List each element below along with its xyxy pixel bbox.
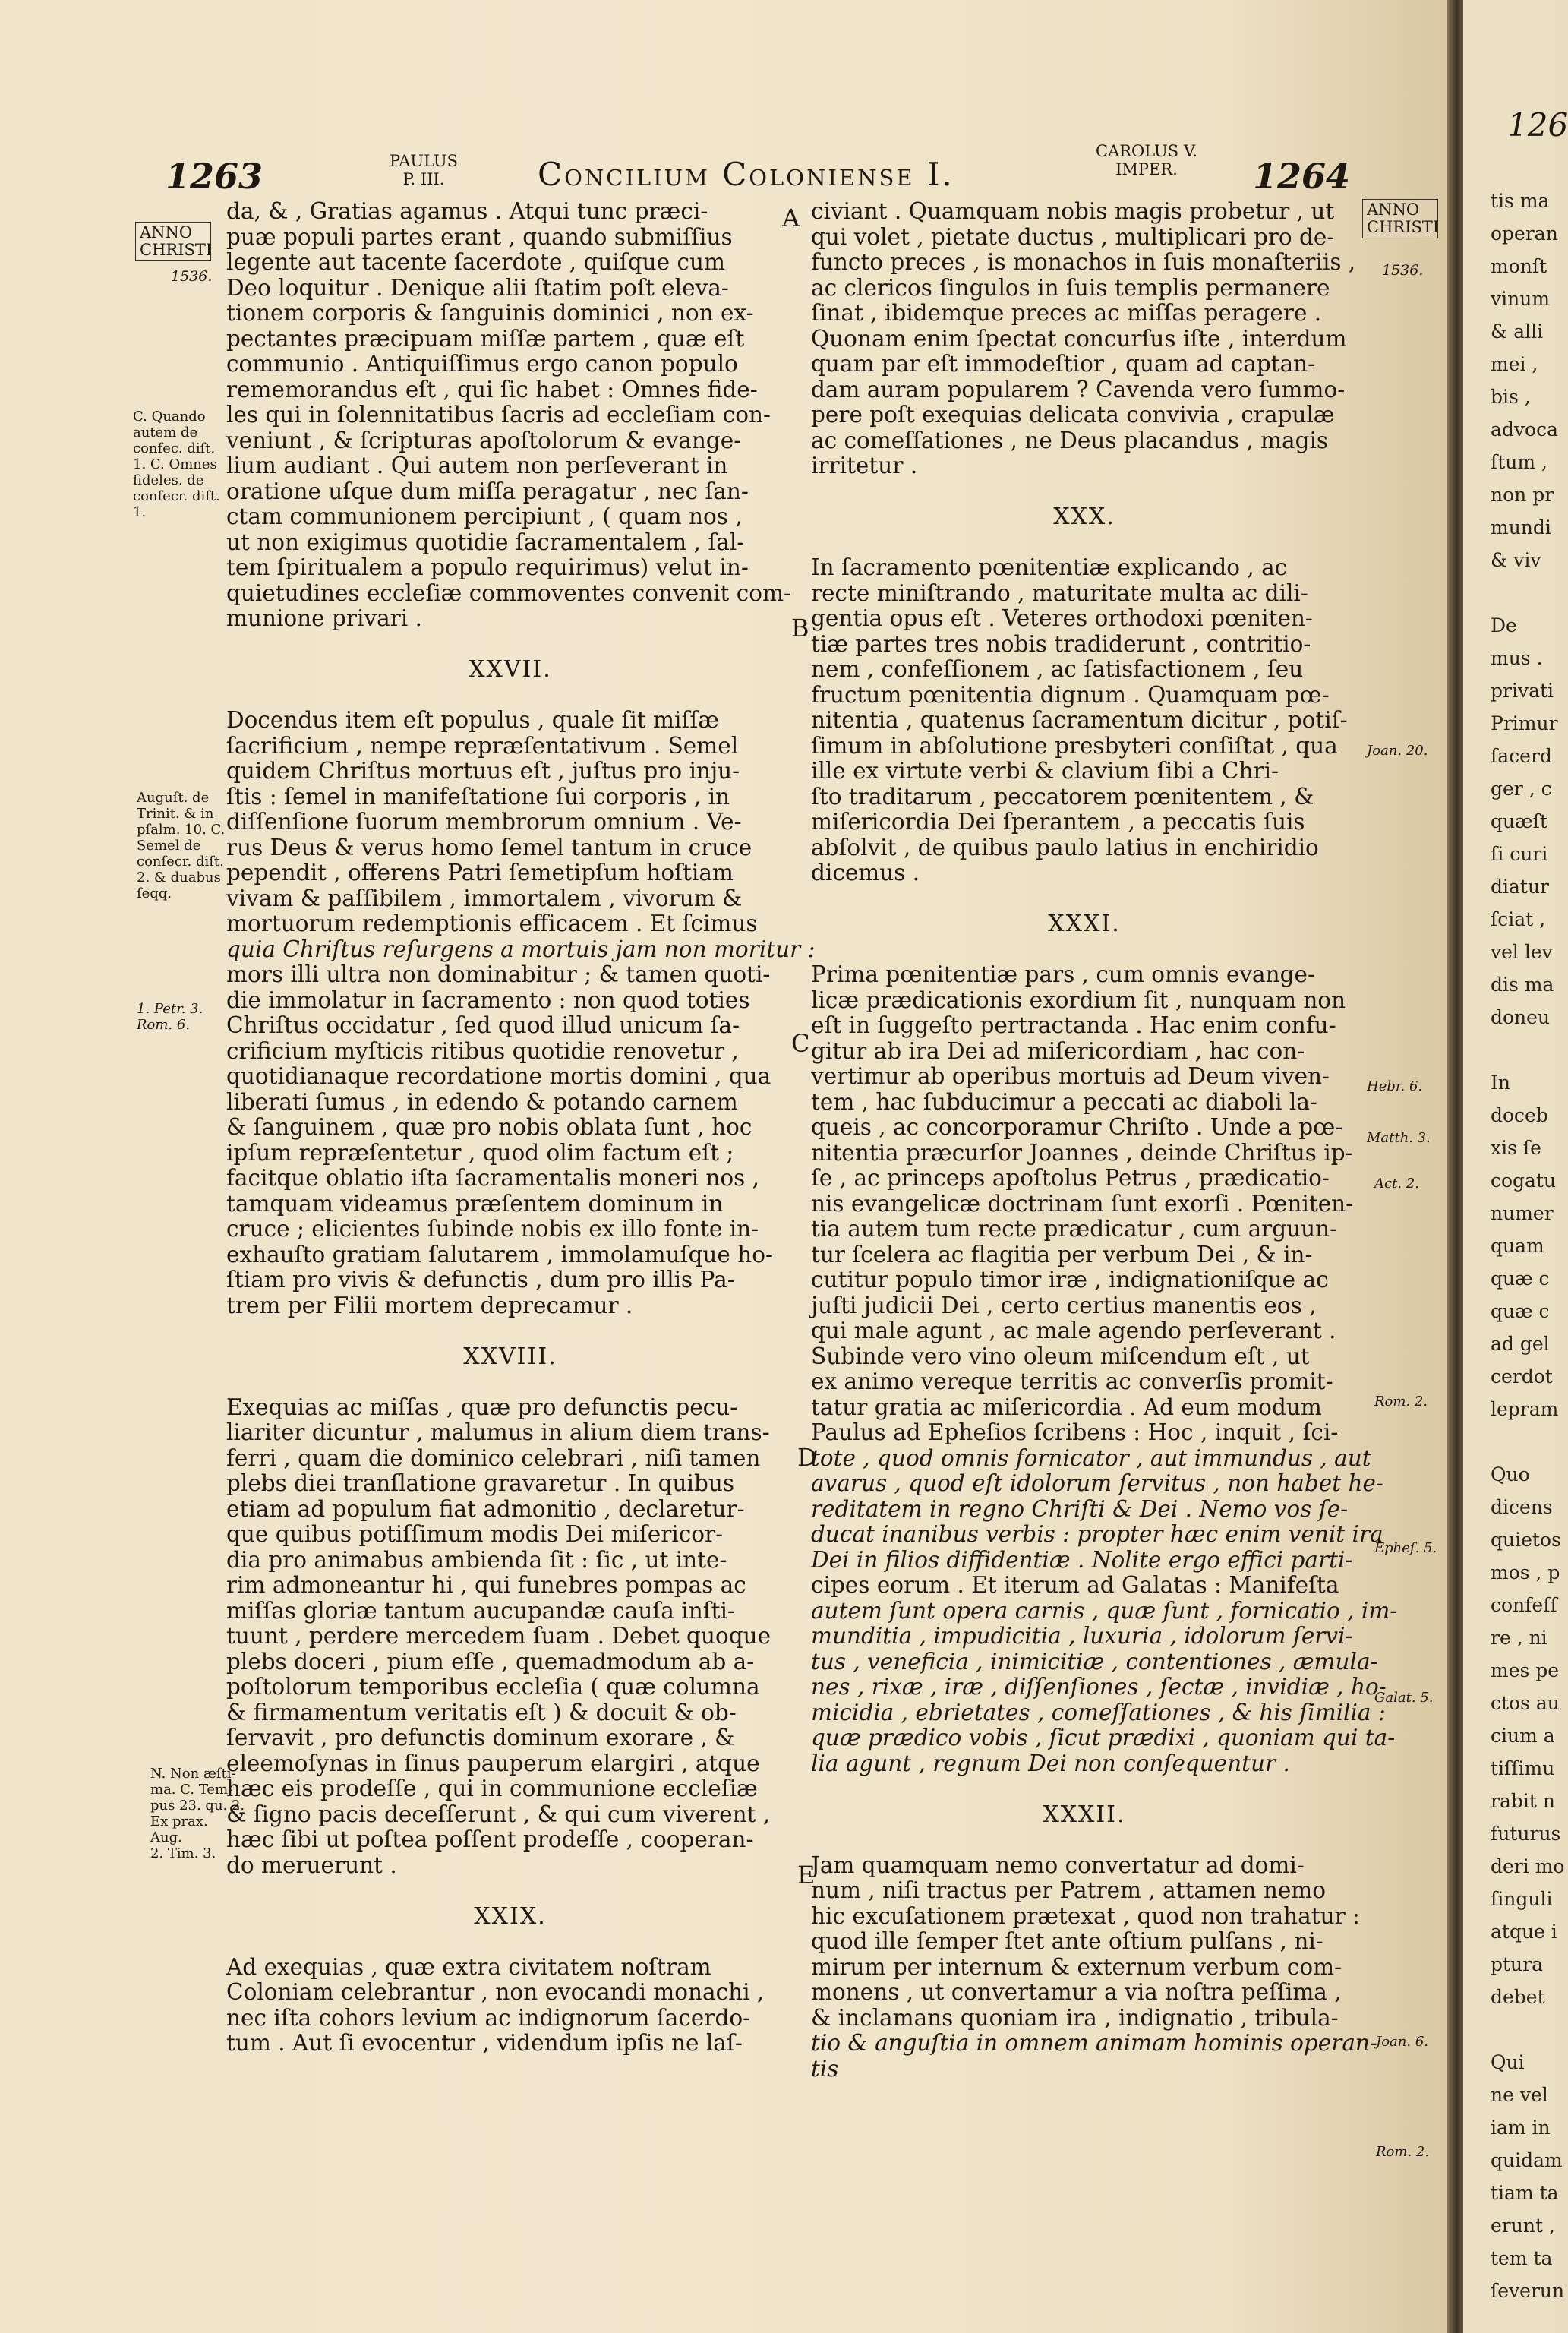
next-page-fragment: ne vel <box>1491 2084 1548 2106</box>
text-line: tuunt , perdere mercedem ſuam . Debet quoque <box>226 1623 771 1649</box>
text-line: nis evangelicæ doctrinam ſunt exorſi . Pœniten- <box>811 1190 1354 1217</box>
text-line: mortuorum redemptionis efficacem . Et ſcimus <box>226 911 758 936</box>
margin-line: Trinit. & in <box>137 806 214 822</box>
text-line: licæ prædicationis exordium ſit , nunquam non <box>811 987 1346 1013</box>
section-heading: XXX. <box>1053 504 1115 530</box>
margin-line: confec. diſt. <box>133 440 216 456</box>
text-line: irritetur . <box>811 453 918 478</box>
text-line: rim admoneantur hi , qui funebres pompas ac <box>226 1572 746 1598</box>
anno-label: ANNO <box>1367 200 1420 219</box>
text-line: mirum per internum & externum verbum com- <box>811 1953 1342 1980</box>
next-page-fragment: debet <box>1491 1986 1545 2008</box>
text-line: quia Chriſtus reſurgens a mortuis jam non moritur : <box>226 936 816 962</box>
text-line: oratione uſque dum miſſa peragatur , nec ſan- <box>226 478 749 504</box>
section-letter-c: C <box>791 1029 810 1058</box>
text-line: ſtis : ſemel in manifeſtatione ſui corporis , in <box>226 783 730 810</box>
text-line: Paulus ad Epheſios ſcribens : Hoc , inquit , ſci- <box>811 1419 1339 1445</box>
next-page-fragment: bis , <box>1491 386 1531 408</box>
running-head-pope <box>378 152 469 188</box>
text-line: Jam quamquam nemo convertatur ad domi- <box>811 1852 1305 1878</box>
next-page-fragment: re , ni <box>1491 1627 1547 1649</box>
next-page-fragment: lepram <box>1491 1398 1559 1420</box>
margin-note-matth-3: Matth. 3. <box>1367 1130 1431 1146</box>
margin-note-hebr-6: Hebr. 6. <box>1367 1078 1423 1094</box>
next-page-fragment: numer <box>1491 1202 1554 1224</box>
text-line: tiæ partes tres nobis tradiderunt , contritio- <box>811 630 1311 657</box>
text-line: tem , hac ſubducimur a peccati ac diaboli la- <box>811 1088 1317 1115</box>
page-number-right: 1264 <box>1253 156 1351 197</box>
margin-line: conſecr. diſt. <box>137 854 224 870</box>
text-line: & ſigno pacis deceſſerunt , & qui cum viverent , <box>226 1801 771 1827</box>
text-line: ſinat , ibidemque preces ac miſſas peragere . <box>811 300 1322 326</box>
next-page-fragment: cium a <box>1491 1725 1555 1747</box>
text-line: nem , confeſſionem , ac ſatisfactionem , ſeu <box>811 656 1304 682</box>
text-line: Ad exequias , quæ extra civitatem noſtram <box>226 1953 711 1980</box>
page-title: Concilium Coloniense I. <box>538 156 954 193</box>
next-page-fragment: In <box>1491 1072 1510 1094</box>
section-heading: XXVII. <box>469 656 552 683</box>
text-line: nitentia , quatenus ſacramentum dicitur , potiſ- <box>811 707 1348 733</box>
text-line: Quonam enim ſpectat concurſus iſte , interdum <box>811 325 1347 352</box>
running-head-emperor-name: CAROLUS V. <box>1096 142 1197 160</box>
next-page-fragment: atque i <box>1491 1921 1557 1943</box>
text-line: Exequias ac miſſas , quæ pro defunctis pecu- <box>226 1394 738 1420</box>
margin-note-act-2: Act. 2. <box>1374 1176 1419 1192</box>
text-line: tionem corporis & ſanguinis dominici , non ex- <box>226 300 754 326</box>
text-line: exhauſto gratiam ſalutarem , immolamuſque ho- <box>226 1241 773 1268</box>
next-page-fragment: vel lev <box>1491 941 1553 963</box>
text-line: & firmamentum veritatis eſt ) & docuit & ob- <box>226 1699 737 1725</box>
margin-line: pſalm. 10. C. <box>137 822 226 838</box>
anno-label: ANNO <box>140 223 193 242</box>
next-page-fragment: quæſt <box>1491 810 1547 832</box>
margin-note-rom-2: Rom. 2. <box>1374 1394 1428 1410</box>
section-heading: XXVIII. <box>463 1343 557 1370</box>
text-line: ac clericos ſingulos in ſuis templis permanere <box>811 274 1330 301</box>
text-line: ex animo vereque territis ac converſis promit- <box>811 1369 1333 1394</box>
text-line: queis , ac concorporamur Chriſto . Unde a pœ- <box>811 1114 1343 1140</box>
next-page-fragment: quidam <box>1491 2149 1563 2171</box>
text-line: tus , veneficia , inimicitiæ , contentiones , æmula- <box>811 1648 1378 1675</box>
text-line: liberati ſumus , in edendo & potando carnem <box>226 1088 738 1115</box>
text-line: vertimur ab operibus mortuis ad Deum viven- <box>811 1063 1330 1089</box>
text-line: quietudines eccleſiæ commoventes convenit com- <box>226 579 792 606</box>
text-line: hic excuſationem prætexat , quod non trahatur : <box>811 1902 1360 1929</box>
margin-line: ma. C. Tem- <box>150 1782 233 1798</box>
text-line: facitque oblatio iſta ſacramentalis moneri nos , <box>226 1165 760 1191</box>
text-line: hæc ſibi ut poſtea poſſent prodeſſe , cooperan- <box>226 1826 754 1852</box>
next-page-fragment: ptura <box>1491 1953 1544 1975</box>
text-line: gitur ab ira Dei ad miſericordiam , hac con- <box>811 1037 1305 1064</box>
text-line: tamquam videamus præſentem dominum in <box>226 1190 724 1217</box>
text-line: cutitur populo timor iræ , indignationiſque ac <box>811 1267 1329 1293</box>
next-page-fragment: futurus <box>1491 1823 1561 1845</box>
text-line: miſericordia Dei ſperantem , a peccatis ſuis <box>811 809 1305 835</box>
text-line: lia agunt , regnum Dei non conſequentur . <box>811 1750 1290 1776</box>
text-line: veniunt , & ſcripturas apoſtolorum & evange- <box>226 427 742 453</box>
next-page-fragment: ſi curi <box>1491 843 1548 865</box>
margin-note-canon-non <box>150 1766 245 1861</box>
text-line: quidem Chriſtus mortuus eſt , juſtus pro inju- <box>226 758 740 784</box>
margin-line: conſecr. diſt. <box>133 488 220 504</box>
text-line: pependit , offerens Patri ſemetipſum hoſtiam <box>226 860 734 886</box>
text-line: die immolatur in ſacramento : non quod toties <box>226 987 750 1013</box>
next-page-fragment: diatur <box>1491 876 1550 898</box>
running-head-emperor <box>1082 142 1211 178</box>
text-line: munione privari . <box>226 605 422 631</box>
text-line: ferri , quam die dominico celebrari , niſi tamen <box>226 1444 761 1471</box>
section-heading: XXXI. <box>1048 911 1121 937</box>
next-page-fragment: iam in <box>1491 2117 1551 2139</box>
text-line: autem ſunt opera carnis , quæ ſunt , fornicatio , im- <box>811 1597 1398 1624</box>
next-page-fragment: operan <box>1491 223 1558 245</box>
next-page-fragment: cerdot <box>1491 1365 1553 1387</box>
next-page-fragment: tiam ta <box>1491 2182 1559 2204</box>
running-head-emperor-title: IMPER. <box>1115 160 1178 178</box>
next-page-fragment: doceb <box>1491 1104 1548 1126</box>
next-page-fragment: dicens <box>1491 1496 1553 1518</box>
text-line: trem per Filii mortem deprecamur . <box>226 1292 633 1318</box>
text-line: civiant . Quamquam nobis magis probetur , ut <box>811 198 1335 224</box>
next-page-fragment: ſacerd <box>1491 745 1552 767</box>
text-line: ille ex virtute verbi & clavium ſibi a Chri- <box>811 758 1279 784</box>
text-line: ac comeſſationes , ne Deus placandus , magis <box>811 427 1329 453</box>
section-letter-d: D <box>797 1443 817 1472</box>
next-page-fragment: quæ c <box>1491 1300 1550 1322</box>
text-line: cruce ; elicientes ſubinde nobis ex illo fonte in- <box>226 1216 759 1242</box>
next-page-fragment: tis ma <box>1491 190 1550 212</box>
text-line: pectantes præcipuam miſſæ partem , quæ eſt <box>226 325 745 352</box>
margin-line: C. Quando <box>133 409 206 425</box>
next-page-fragment: non pr <box>1491 484 1554 506</box>
text-line: les qui in ſolennitatibus ſacris ad eccleſiam con- <box>226 402 771 428</box>
next-page-fragment: quietos <box>1491 1529 1561 1551</box>
text-line: recte miniſtrando , maturitate multa ac dili- <box>811 579 1308 606</box>
section-heading: XXXII. <box>1043 1801 1126 1828</box>
margin-line: 2. Tim. 3. <box>150 1845 216 1861</box>
text-line: rus Deus & verus homo ſemel tantum in cruce <box>226 834 752 860</box>
text-line: ſtiam pro vivis & defunctis , dum pro illis Pa- <box>226 1267 735 1293</box>
text-line: legente aut tacente ſacerdote , quiſque cum <box>226 249 725 275</box>
text-line: avarus , quod eſt idolorum ſervitus , non habet he- <box>811 1470 1383 1496</box>
text-line: tio & anguſtia in omnem animam hominis operan- <box>811 2030 1377 2056</box>
anno-christi-box-right <box>1362 199 1438 238</box>
next-page-fragment: mei , <box>1491 353 1538 375</box>
text-line: tem ſpiritualem a populo requirimus) velut in- <box>226 554 749 580</box>
margin-line: Rom. 6. <box>137 1017 191 1033</box>
text-line: ſimum in abſolutione presbyteri conſiſtat , qua <box>811 732 1338 759</box>
next-page-fragment: xis ſe <box>1491 1137 1541 1159</box>
next-page-fragment: doneu <box>1491 1006 1551 1028</box>
text-line: ſe , ac princeps apoſtolus Petrus , prædicatio- <box>811 1165 1330 1191</box>
text-line: tum . Aut ſi evocentur , videndum ipſis ne laſ- <box>226 2030 743 2056</box>
text-line: & inclamans quoniam ira , indignatio , tribula- <box>811 2004 1339 2031</box>
text-line: eleemoſynas in ſinus pauperum elargiri , atque <box>226 1750 760 1776</box>
running-head-pope-number: P. III. <box>402 170 445 188</box>
text-line: diſſenſione ſuorum membrorum omnium . Ve- <box>226 809 742 835</box>
text-line: munditia , impudicitia , luxuria , idolorum ſervi- <box>811 1623 1353 1649</box>
text-line: qui male agunt , ac male agendo perſeverant . <box>811 1318 1336 1343</box>
text-line: plebs diei tranſlatione gravaretur . In quibus <box>226 1470 734 1496</box>
book-gutter <box>1447 0 1463 2333</box>
margin-line: Ex prax. <box>150 1814 208 1829</box>
next-page-fragment: ad gel <box>1491 1333 1550 1355</box>
text-line: puæ populi partes erant , quando submiſſius <box>226 223 733 250</box>
text-line: functo preces , is monachos in ſuis monaſteriis , <box>811 249 1356 275</box>
next-page-fragment: dis ma <box>1491 974 1554 996</box>
next-page-fragment: tiſſimu <box>1491 1757 1555 1779</box>
section-letter-b: B <box>791 614 809 642</box>
text-line: qui volet , pietate ductus , multiplicari pro de- <box>811 223 1335 250</box>
text-column-left <box>226 198 816 2057</box>
margin-line: 1. Petr. 3. <box>137 1001 203 1017</box>
next-page-fragment: monſt <box>1491 255 1547 277</box>
anno-year-right: 1536. <box>1382 262 1424 279</box>
text-line: Deo loquitur . Denique alii ſtatim poſt eleva- <box>226 274 729 301</box>
anno-year-left: 1536. <box>171 268 213 285</box>
margin-note-rom-2b: Rom. 2. <box>1376 2144 1430 2160</box>
anno-christi-box-left <box>135 222 211 261</box>
text-line: quæ prædico vobis , ſicut prædixi , quoniam qui ta- <box>811 1725 1396 1751</box>
text-line: ipſum repræſentetur , quod olim factum eſt ; <box>226 1139 734 1166</box>
text-line: nec iſta cohors levium ac indignorum ſacerdo- <box>226 2004 751 2031</box>
text-line: Prima pœnitentiæ pars , cum omnis evange- <box>811 961 1315 987</box>
text-line: nitentia præcurſor Joannes , deinde Chriſtus ip- <box>811 1139 1353 1166</box>
margin-note-canon-quando <box>133 409 220 520</box>
text-line: vivam & paſſibilem , immortalem , vivorum & <box>226 885 743 911</box>
text-line: que quibus potiſſimum modis Dei miſericor- <box>226 1521 724 1547</box>
next-page-fragment: & alli <box>1491 320 1544 343</box>
text-line: quotidianaque recordatione mortis domini , qua <box>226 1063 771 1089</box>
text-line: plebs doceri , pium eſſe , quemadmodum ab a- <box>226 1648 755 1675</box>
text-line: lium audiant . Qui autem non perſeverant in <box>226 453 728 478</box>
text-line: & ſanguinem , quæ pro nobis oblata ſunt , hoc <box>226 1114 752 1140</box>
text-line: pere poſt exequias delicata convivia , crapulæ <box>811 402 1335 428</box>
running-head-pope-name: PAULUS <box>390 152 458 170</box>
text-line: In ſacramento pœnitentiæ explicando , ac <box>811 554 1288 580</box>
text-line: eſt in ſuggeſto pertractanda . Hac enim confu- <box>811 1012 1336 1038</box>
next-page-fragment: privati <box>1491 680 1554 702</box>
text-line: ducat inanibus verbis : propter hæc enim venit ira <box>811 1521 1383 1547</box>
text-line: dam auram popularem ? Cavenda vero ſummo- <box>811 376 1346 403</box>
text-line: Dei in filios diffidentiæ . Nolite ergo effici parti- <box>811 1546 1353 1573</box>
margin-line: 1. <box>133 504 147 520</box>
text-line: hæc eis prodeſſe , qui in communione eccleſiæ <box>226 1776 758 1801</box>
text-line: abſolvit , de quibus paulo latius in enchiridio <box>811 834 1319 860</box>
text-line: gentia opus eſt . Veteres orthodoxi pœniten- <box>811 605 1313 631</box>
next-page-fragment: quam <box>1491 1235 1544 1257</box>
next-page-fragment: ſinguli <box>1491 1888 1553 1910</box>
margin-note-joan-20: Joan. 20. <box>1367 743 1428 759</box>
text-line: quam par eſt immodeſtior , quam ad captan- <box>811 351 1316 377</box>
text-line: monens , ut convertamur a via noſtra peſſima , <box>811 1979 1342 2005</box>
text-line: miſſas gloriæ tantum aucupandæ cauſa inſti- <box>226 1597 735 1624</box>
text-line: liariter dicuntur , malumus in alium diem trans- <box>226 1419 770 1445</box>
next-page-fragment: mes pe <box>1491 1659 1560 1681</box>
margin-note-ephes-5: Epheſ. 5. <box>1374 1540 1437 1556</box>
next-page-fragment: deri mo <box>1491 1855 1565 1877</box>
margin-line: fideles. de <box>133 472 204 488</box>
text-line: ſervavit , pro defunctis dominum exorare , & <box>226 1725 735 1751</box>
next-page-fragment: Qui <box>1491 2051 1525 2073</box>
next-page-fragment: quæ c <box>1491 1268 1550 1290</box>
next-page-fragment: confeſſ <box>1491 1594 1557 1616</box>
margin-line: pus 23. qu. 2. <box>150 1798 245 1814</box>
text-line: num , niſi tractus per Patrem , attamen nemo <box>811 1877 1327 1903</box>
next-page-fragment: ſeverun <box>1491 2280 1565 2302</box>
next-page-fragment: mus . <box>1491 647 1543 669</box>
text-line: Coloniam celebrantur , non evocandi monachi , <box>226 1979 765 2005</box>
text-line: tur ſcelera ac flagitia per verbum Dei , & in- <box>811 1241 1313 1268</box>
margin-note-joan-6: Joan. 6. <box>1376 2034 1428 2050</box>
text-line: dicemus . <box>811 860 920 886</box>
text-line: quod ille ſemper ſtet ante oſtium pulſans , ni- <box>811 1928 1323 1954</box>
text-line: rememorandus eſt , qui ſic habet : Omnes fide- <box>226 376 758 403</box>
next-page-fragment: De <box>1491 614 1517 636</box>
section-letter-a: A <box>782 204 800 232</box>
next-page-fragment: & viv <box>1491 549 1541 571</box>
margin-line: Aug. <box>150 1829 182 1845</box>
next-page-fragment: Primur <box>1491 712 1558 734</box>
next-page-fragment: mos , p <box>1491 1561 1560 1583</box>
text-line: tatur gratia ac miſericordia . Ad eum modum <box>811 1394 1322 1420</box>
text-line: dia pro animabus ambienda ſit : ſic , ut inte- <box>226 1546 727 1573</box>
next-page-fragment: vinum <box>1491 288 1551 310</box>
text-line: Docendus item eſt populus , quale ſit miſſæ <box>226 707 720 733</box>
next-page-fragment: ſtum , <box>1491 451 1547 473</box>
next-page-fragment: Quo <box>1491 1463 1530 1485</box>
text-line: micidia , ebrietates , comeſſationes , & his ſimilia : <box>811 1699 1386 1725</box>
margin-line: Auguſt. de <box>137 790 210 806</box>
text-line: ſacrificium , nempe repræſentativum . Semel <box>226 732 739 759</box>
text-line: mors illi ultra non dominabitur ; & tamen quoti- <box>226 961 771 987</box>
next-page-fragment: rabit n <box>1491 1790 1555 1812</box>
next-page-fragment: tem ta <box>1491 2247 1553 2269</box>
margin-line: 2. & duabus <box>137 870 221 886</box>
text-line: cipes eorum . Et iterum ad Galatas : Manifeſta <box>811 1572 1339 1598</box>
text-line: etiam ad populum fiat admonitio , declaretur- <box>226 1495 745 1522</box>
text-line: tia autem tum recte prædicatur , cum arguun- <box>811 1216 1338 1242</box>
text-line: ſto traditarum , peccatorem pœnitentem , & <box>811 783 1314 810</box>
text-line: do meruerunt . <box>226 1852 397 1878</box>
text-line: reditatem in regno Chriſti & Dei . Nemo vos ſe- <box>811 1495 1349 1522</box>
margin-note-petr-rom <box>137 1001 203 1033</box>
next-page-fragment: advoca <box>1491 418 1558 440</box>
text-line: da, & , Gratias agamus . Atqui tunc præci- <box>226 198 708 224</box>
text-line: communio . Antiquiſſimus ergo canon populo <box>226 351 738 377</box>
text-line: ctam communionem percipiunt , ( quam nos , <box>226 504 743 529</box>
text-line: crificium myſticis ritibus quotidie renovetur , <box>226 1037 739 1064</box>
text-line: nes , rixæ , iræ , diſſenſiones , ſectæ , invidiæ , ho- <box>811 1674 1387 1700</box>
next-page-number: 126 <box>1507 106 1568 144</box>
text-line: Subinde vero vino oleum miſcendum eſt , ut <box>811 1343 1310 1369</box>
next-page-fragment: mundi <box>1491 516 1551 538</box>
next-page-fragment: ctos au <box>1491 1692 1560 1714</box>
text-line: juſti judicii Dei , certo certius manentis eos , <box>811 1292 1317 1318</box>
margin-line: N. Non æſti- <box>150 1766 236 1782</box>
next-page-fragment: ger , c <box>1491 778 1552 800</box>
margin-note-galat-5: Galat. 5. <box>1374 1690 1434 1706</box>
book-page-next-edge <box>1463 0 1568 2333</box>
margin-line: autem de <box>133 425 198 440</box>
margin-line: ſeqq. <box>137 886 172 901</box>
margin-line: 1. C. Omnes <box>133 456 217 472</box>
text-line: Chriſtus occidatur , ſed quod illud unicum ſa- <box>226 1012 740 1038</box>
next-page-fragment: ſciat , <box>1491 908 1546 930</box>
christi-label: CHRISTI <box>1367 218 1440 236</box>
margin-line: Semel de <box>137 838 201 854</box>
christi-label: CHRISTI <box>140 241 213 259</box>
text-line: tis <box>811 2055 839 2082</box>
page-number-left: 1263 <box>166 156 263 197</box>
text-line: ut non exigimus quotidie ſacramentalem , ſal- <box>226 529 745 555</box>
margin-note-augustine <box>137 790 225 901</box>
text-line: poſtolorum temporibus eccleſia ( quæ columna <box>226 1674 760 1700</box>
section-heading: XXIX. <box>474 1902 547 1930</box>
text-line: tote , quod omnis fornicator , aut immundus , aut <box>811 1444 1371 1471</box>
section-letter-e: E <box>797 1861 816 1889</box>
next-page-fragment: erunt , <box>1491 2215 1555 2237</box>
text-line: fructum pœnitentia dignum . Quamquam pœ- <box>811 681 1330 708</box>
next-page-fragment: cogatu <box>1491 1170 1557 1192</box>
